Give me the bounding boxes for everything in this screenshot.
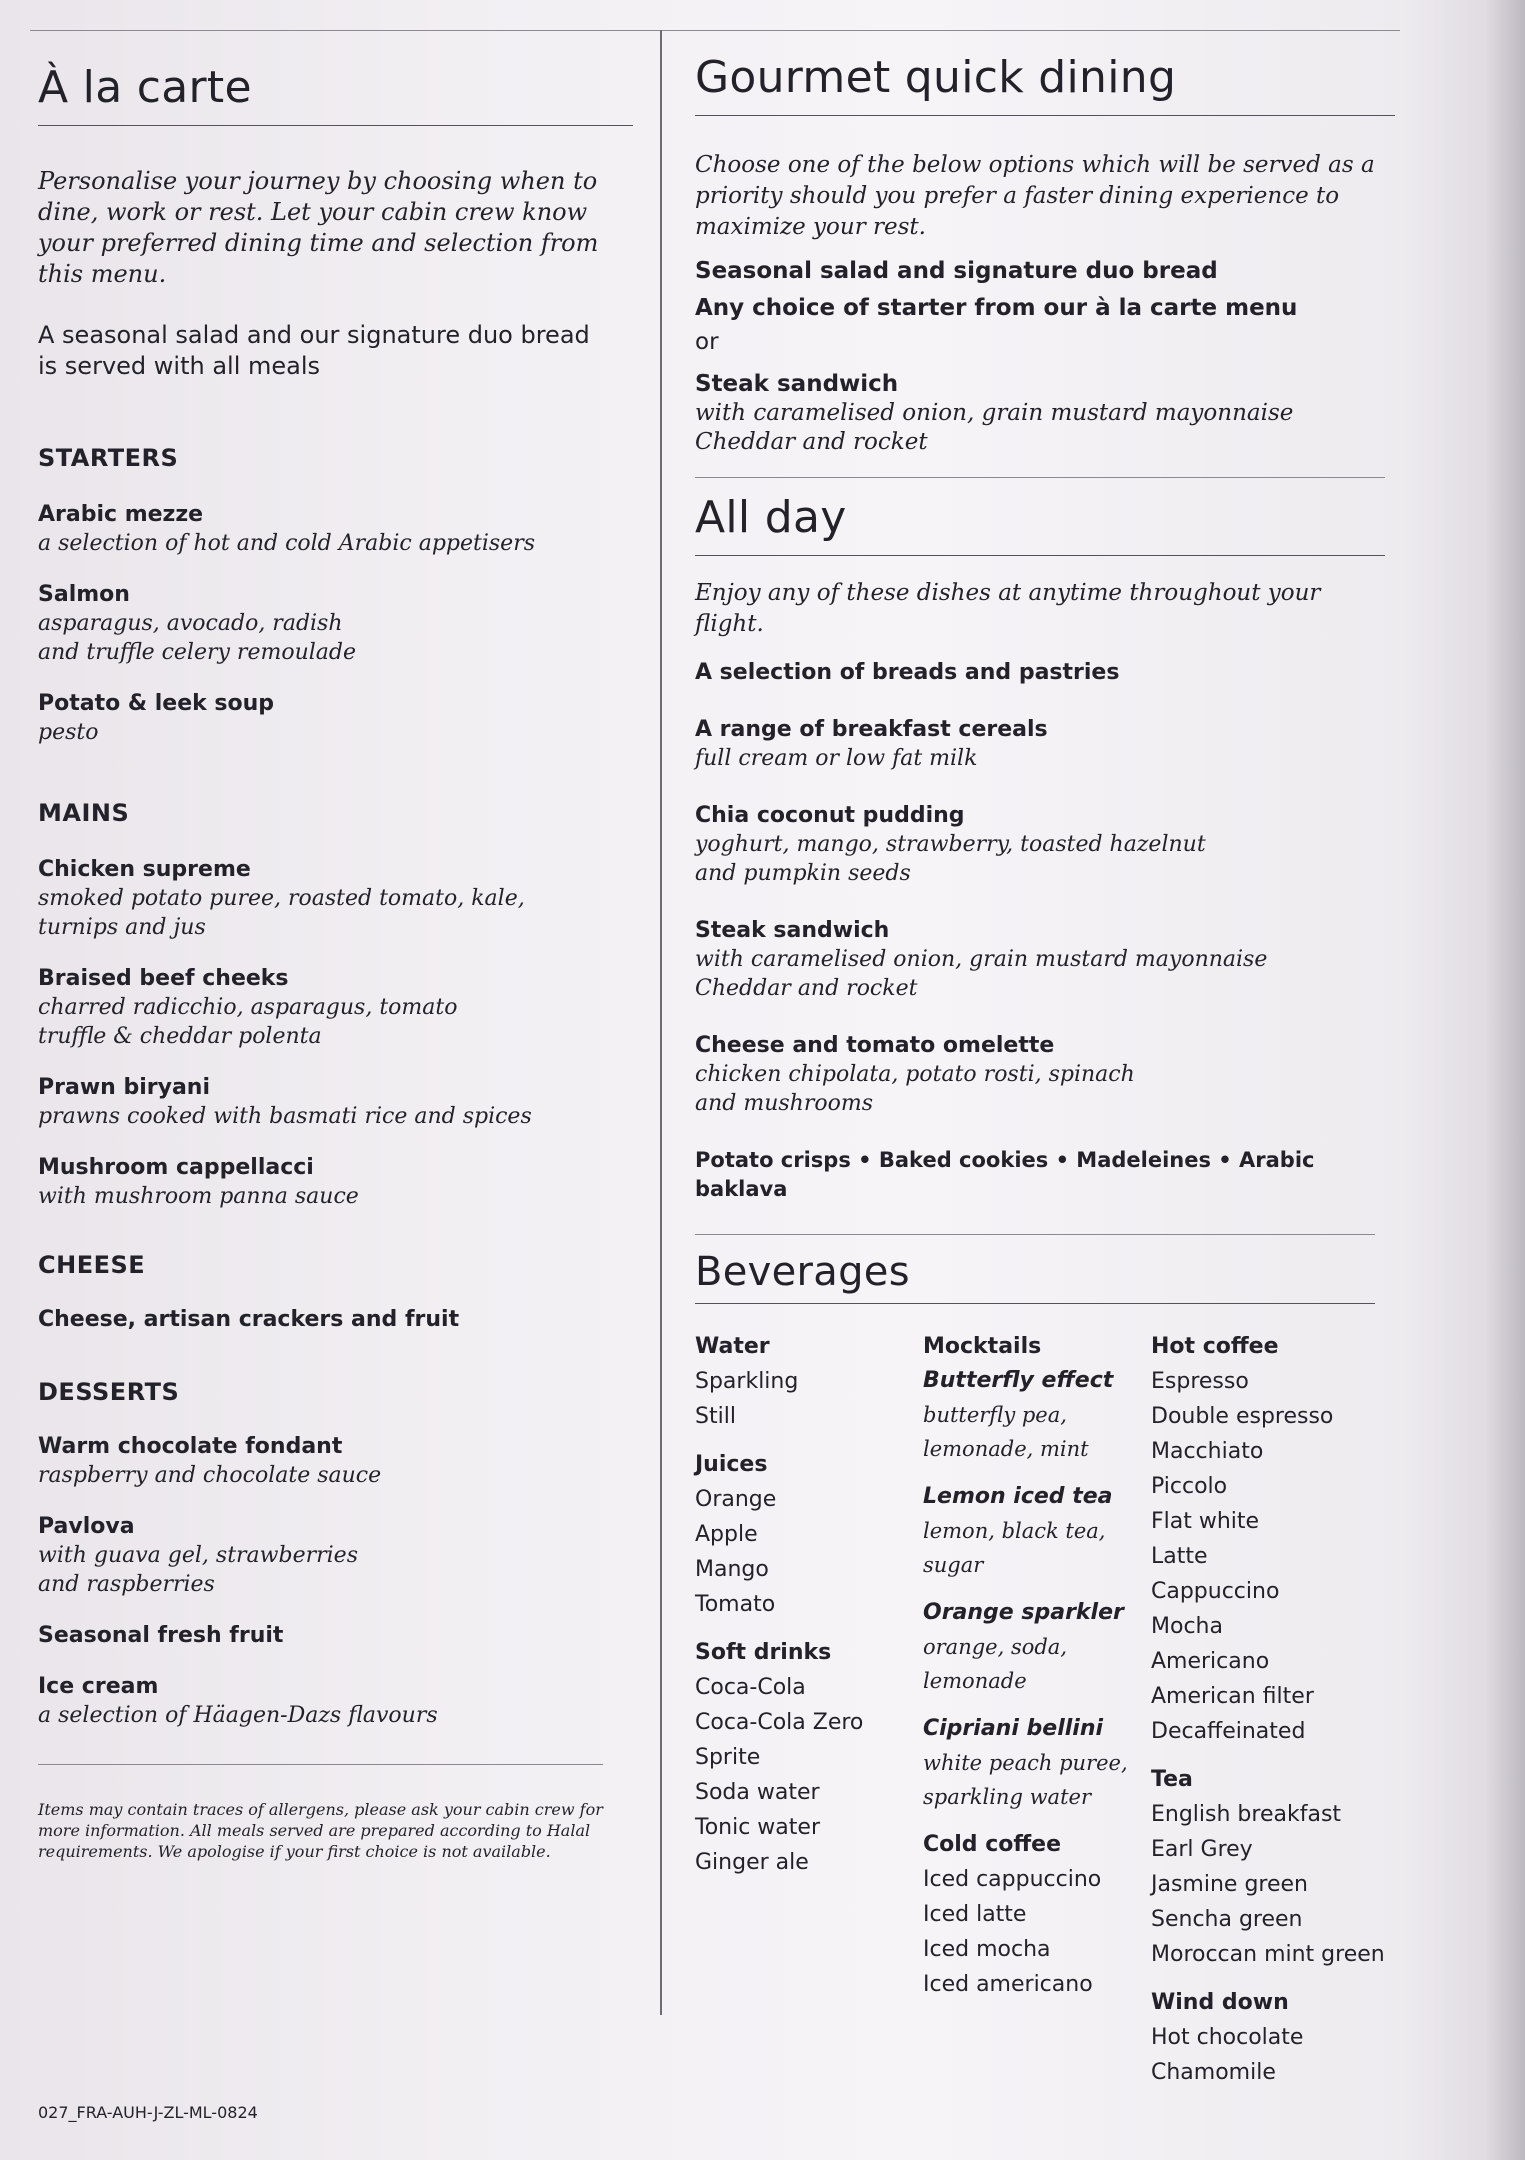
a-la-carte-intro: Personalise your journey by choosing when to dine, work or rest. Let your cabin crew know your preferred dining time and selection from this menu. [38,167,599,288]
list-item: Double espresso [1151,1404,1334,1429]
item-desc: a selection of Häagen-Dazs flavours [38,1703,438,1728]
item-title: Chicken supreme [38,857,251,882]
list-item: Sprite [695,1745,761,1770]
list-item: Moroccan mint green [1151,1942,1385,1967]
item-title: Mushroom cappellacci [38,1155,314,1180]
allergen-footnote: Items may contain traces of allergens, please ask your cabin crew for more information. All meals served are prepared according to Halal requirements. We apologise if your first choice is not available. [38,1800,603,1861]
list-item: Apple [695,1522,758,1547]
all-day-list [695,658,1395,1118]
cheese-heading: CHEESE [38,1251,146,1279]
item-desc: with caramelised onion, grain mustard mayonnaise Cheddar and rocket [695,947,1268,1001]
snacks-line: Potato crisps • Baked cookies • Madeleines • Arabic baklava [695,1148,1315,1201]
item-desc: raspberry and chocolate sauce [38,1463,382,1488]
list-item: Sencha green [1151,1907,1303,1932]
list-item [695,658,1395,687]
item-desc: asparagus, avocado, radish and truffle celery remoulade [38,611,356,665]
list-item [38,1153,638,1211]
mocktail-desc: lemonade [923,1669,1027,1693]
item-title: Pavlova [38,1514,135,1539]
list-item [38,1073,638,1131]
item-title: Prawn biryani [38,1075,210,1100]
item-desc: with mushroom panna sauce [38,1184,359,1209]
list-item: Iced mocha [923,1937,1051,1962]
item-title: A selection of breads and pastries [695,660,1120,685]
list-item [38,855,638,942]
item-title: Salmon [38,582,130,607]
list-item: Latte [1151,1544,1208,1569]
list-item: Chamomile [1151,2060,1276,2085]
item-title: Seasonal fresh fruit [38,1623,284,1648]
wind-down-heading: Wind down [1151,1990,1289,2015]
item-title: Braised beef cheeks [38,966,289,991]
mocktail-desc: orange, soda, [923,1635,1068,1659]
item-desc: smoked potato puree, roasted tomato, kale, turnips and jus [38,886,525,940]
mocktail-desc: white peach puree, [923,1751,1128,1775]
list-item: Ginger ale [695,1850,809,1875]
list-item: Macchiato [1151,1439,1264,1464]
mocktail-name: Orange sparkler [923,1600,1124,1625]
list-item: Mango [695,1557,769,1582]
mocktail-name: Cipriani bellini [923,1716,1104,1741]
item-desc: yoghurt, mango, strawberry, toasted hazelnut and pumpkin seeds [695,832,1206,886]
mocktail-name: Lemon iced tea [923,1484,1113,1509]
list-item: Decaffeinated [1151,1719,1306,1744]
beverages-rule [695,1303,1375,1304]
list-item [38,964,638,1051]
all-day-title: All day [695,492,847,543]
item-desc: chicken chipolata, potato rosti, spinach and mushrooms [695,1062,1135,1116]
list-item: Orange [695,1487,777,1512]
list-item [38,689,638,747]
a-la-carte-column [38,62,638,1862]
item-desc: with guava gel, strawberries and raspberries [38,1543,358,1597]
gourmet-steak-title: Steak sandwich [695,371,899,397]
title-rule [38,125,633,126]
list-item: Americano [1151,1649,1270,1674]
item-title: Chia coconut pudding [695,803,965,828]
gourmet-steak-desc: with caramelised onion, grain mustard mayonnaise Cheddar and rocket [695,400,1294,455]
top-edge-line [30,30,1400,31]
desserts-heading: DESSERTS [38,1378,180,1406]
page-fold-shadow [1485,0,1525,2160]
list-item [695,1031,1395,1118]
list-item: Tomato [695,1592,776,1617]
mocktail-desc: lemonade, mint [923,1437,1089,1461]
list-item: American filter [1151,1684,1314,1709]
hot-coffee-heading: Hot coffee [1151,1334,1279,1359]
gourmet-intro: Choose one of the below options which will be served as a priority should you prefer a faster dining experience to maximize your rest. [695,152,1375,240]
gourmet-title: Gourmet quick dining [695,52,1177,103]
list-item [38,1432,638,1490]
list-item: Hot chocolate [1151,2025,1304,2050]
item-desc: a selection of hot and cold Arabic appetisers [38,531,535,556]
list-item [695,715,1395,773]
gourmet-line-salad: Seasonal salad and signature duo bread [695,258,1218,284]
list-item [38,1672,638,1730]
tea-heading: Tea [1151,1767,1193,1792]
list-item: Coca-Cola Zero [695,1710,864,1735]
cheese-item: Cheese, artisan crackers and fruit [38,1307,460,1332]
list-item: Still [695,1404,736,1429]
soft-drinks-heading: Soft drinks [695,1640,832,1665]
list-item [38,1621,638,1650]
list-item: Coca-Cola [695,1675,806,1700]
item-title: Arabic mezze [38,502,204,527]
all-day-rule [695,555,1385,556]
list-item: Sparkling [695,1369,799,1394]
item-desc: prawns cooked with basmati rice and spices [38,1104,532,1129]
right-column [695,52,1395,2090]
salad-bread-note: A seasonal salad and our signature duo bread is served with all meals [38,321,590,380]
column-divider [660,30,662,2015]
beverages-col-3 [1151,1330,1395,2090]
starters-heading: STARTERS [38,444,179,472]
list-item: Iced cappuccino [923,1867,1102,1892]
list-item [38,1512,638,1599]
gourmet-or: or [695,329,719,355]
menu-code: 027_FRA-AUH-J-ZL-ML-0824 [38,2103,258,2122]
list-item: Iced americano [923,1972,1093,1997]
mocktail-name: Butterfly effect [923,1368,1114,1393]
item-title: Cheese and tomato omelette [695,1033,1055,1058]
mocktail-desc: butterfly pea, [923,1403,1067,1427]
juices-heading: Juices [695,1452,768,1477]
list-item: Cappuccino [1151,1579,1280,1604]
list-item: Soda water [695,1780,820,1805]
item-title: Ice cream [38,1674,159,1699]
list-item [38,500,638,558]
gourmet-rule [695,115,1395,116]
beverages-grid [695,1330,1395,2090]
list-item [695,916,1395,1003]
beverages-col-2 [923,1330,1151,2090]
item-desc: full cream or low fat milk [695,746,978,771]
item-title: Steak sandwich [695,918,890,943]
item-desc: pesto [38,720,99,745]
item-title: A range of breakfast cereals [695,717,1048,742]
mocktail-desc: sugar [923,1553,984,1577]
mocktail-desc: lemon, black tea, [923,1519,1106,1543]
gourmet-end-rule [695,477,1385,478]
list-item: Tonic water [695,1815,820,1840]
a-la-carte-title: À la carte [38,62,252,113]
all-day-end-rule [695,1234,1375,1235]
list-item: Iced latte [923,1902,1027,1927]
list-item: Mocha [1151,1614,1223,1639]
item-desc: charred radicchio, asparagus, tomato truffle & cheddar polenta [38,995,458,1049]
cold-coffee-heading: Cold coffee [923,1832,1062,1857]
gourmet-line-starter: Any choice of starter from our à la carte menu [695,295,1298,321]
list-item: Earl Grey [1151,1837,1253,1862]
mains-heading: MAINS [38,799,130,827]
footnote-rule [38,1764,603,1765]
mocktails-heading: Mocktails [923,1334,1042,1359]
all-day-intro: Enjoy any of these dishes at anytime throughout your flight. [695,580,1321,637]
list-item: Jasmine green [1151,1872,1308,1897]
beverages-col-1 [695,1330,923,2090]
water-heading: Water [695,1334,770,1359]
beverages-title: Beverages [695,1249,910,1295]
list-item: Espresso [1151,1369,1249,1394]
starters-list [38,500,638,747]
desserts-list [38,1432,638,1730]
mains-list [38,855,638,1211]
list-item: English breakfast [1151,1802,1342,1827]
list-item: Flat white [1151,1509,1260,1534]
item-title: Potato & leek soup [38,691,275,716]
list-item [695,801,1395,888]
list-item: Piccolo [1151,1474,1228,1499]
list-item [38,580,638,667]
item-title: Warm chocolate fondant [38,1434,343,1459]
mocktail-desc: sparkling water [923,1785,1091,1809]
